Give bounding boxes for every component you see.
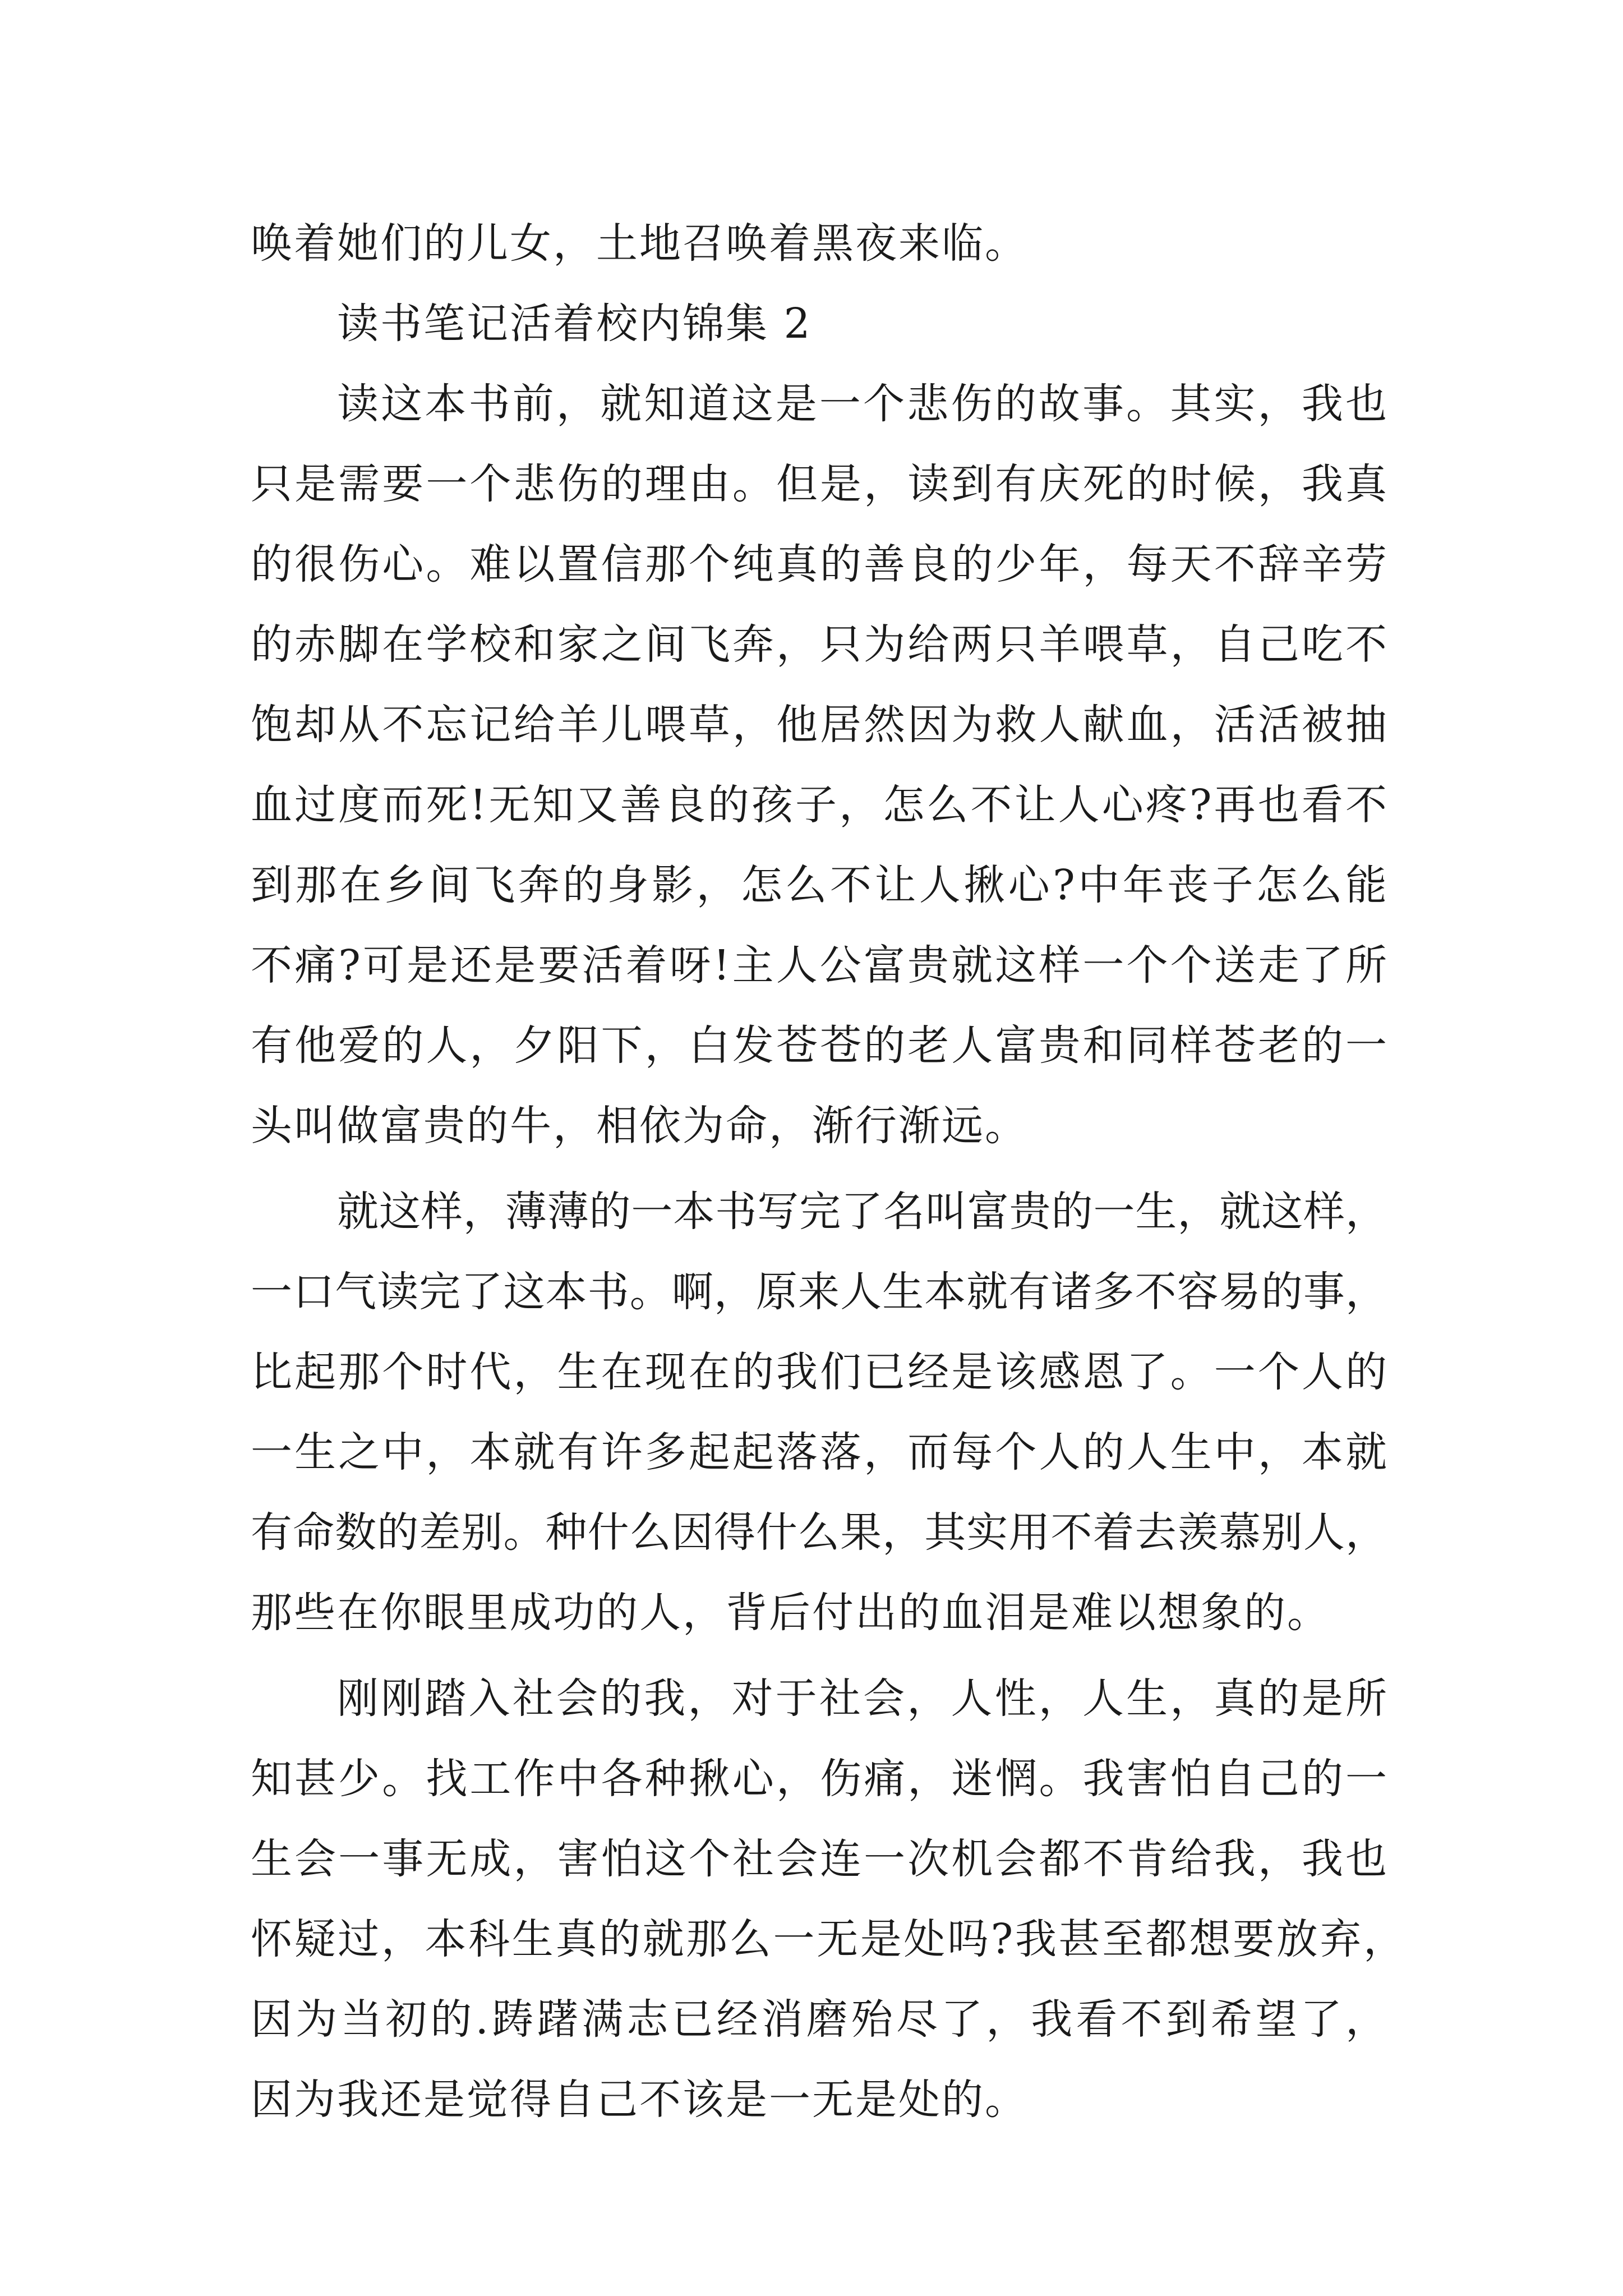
text-line: 怀疑过，本科生真的就那么一无是处吗?我甚至都想要放弃， bbox=[251, 1915, 1405, 1963]
text-line: 一生之中，本就有许多起起落落，而每个人的人生中，本就 bbox=[251, 1428, 1387, 1476]
text-line: 只是需要一个悲伤的理由。但是，读到有庆死的时候，我真 bbox=[251, 460, 1387, 508]
text-line: 因为当初的.踌躇满志已经消磨殆尽了，我看不到希望了， bbox=[251, 1995, 1387, 2044]
text-line: 比起那个时代，生在现在的我们已经是该感恩了。一个人的 bbox=[251, 1348, 1387, 1396]
text-line: 读这本书前，就知道这是一个悲伤的故事。其实，我也 bbox=[337, 380, 1387, 428]
text-line: 的很伤心。难以置信那个纯真的善良的少年，每天不辞辛劳 bbox=[251, 540, 1387, 588]
text-line: 不痛?可是还是要活着呀!主人公富贵就这样一个个送走了所 bbox=[251, 941, 1387, 990]
text-line: 那些在你眼里成功的人，背后付出的血泪是难以想象的。 bbox=[251, 1589, 1330, 1637]
continuation-line: 唤着她们的儿女，土地召唤着黑夜来临。 bbox=[251, 219, 1028, 268]
text-line: 知甚少。找工作中各种揪心，伤痛，迷惘。我害怕自己的一 bbox=[251, 1755, 1387, 1803]
section-title: 读书笔记活着校内锦集 2 bbox=[337, 300, 812, 348]
text-line: 因为我还是觉得自己不该是一无是处的。 bbox=[251, 2076, 1028, 2124]
paragraph-2 bbox=[251, 1172, 1406, 1653]
text-line: 有他爱的人，夕阳下，白发苍苍的老人富贵和同样苍老的一 bbox=[251, 1022, 1387, 1070]
text-line: 有命数的差别。种什么因得什么果，其实用不着去羡慕别人， bbox=[251, 1508, 1387, 1557]
text-line: 一口气读完了这本书。啊，原来人生本就有诸多不容易的事， bbox=[251, 1268, 1387, 1316]
paragraph-3 bbox=[251, 1659, 1406, 2140]
text-line: 到那在乡间飞奔的身影，怎么不让人揪心?中年丧子怎么能 bbox=[251, 861, 1387, 909]
text-line: 就这样，薄薄的一本书写完了名叫富贵的一生，就这样， bbox=[337, 1188, 1387, 1236]
text-line: 刚刚踏入社会的我，对于社会，人性，人生，真的是所 bbox=[337, 1674, 1387, 1723]
document-page bbox=[251, 204, 1406, 2140]
paragraph-1 bbox=[251, 364, 1406, 1166]
text-line: 血过度而死!无知又善良的孩子，怎么不让人心疼?再也看不 bbox=[251, 781, 1387, 829]
text-line: 头叫做富贵的牛，相依为命，渐行渐远。 bbox=[251, 1102, 1028, 1150]
text-line: 的赤脚在学校和家之间飞奔，只为给两只羊喂草，自己吃不 bbox=[251, 620, 1387, 669]
text-line: 饱却从不忘记给羊儿喂草，他居然因为救人献血，活活被抽 bbox=[251, 701, 1387, 749]
text-line: 生会一事无成，害怕这个社会连一次机会都不肯给我，我也 bbox=[251, 1835, 1387, 1883]
